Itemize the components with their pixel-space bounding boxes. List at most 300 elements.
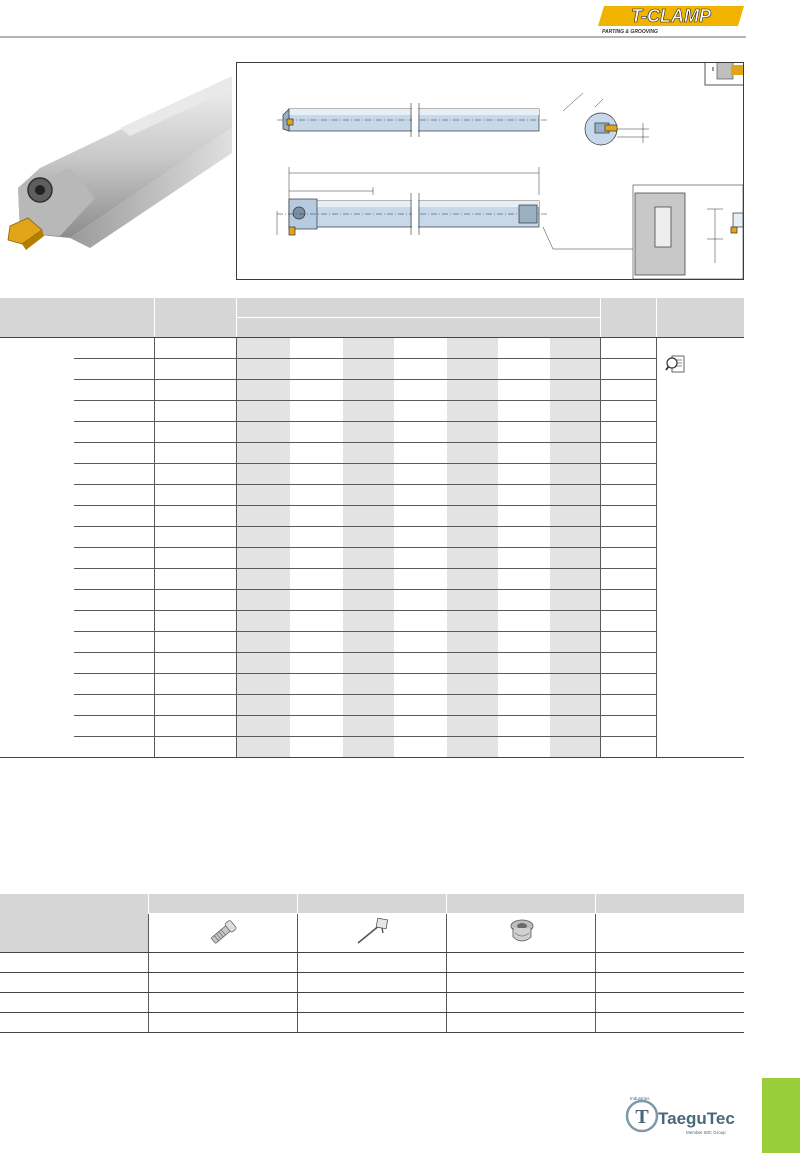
spec-cell bbox=[394, 527, 447, 548]
header-rule bbox=[0, 36, 746, 38]
spec-row-group bbox=[0, 737, 74, 758]
spec-cell bbox=[236, 674, 290, 695]
parts-cell bbox=[0, 1013, 148, 1033]
spec-cell bbox=[550, 338, 600, 359]
spec-cell bbox=[290, 443, 343, 464]
spec-cell bbox=[550, 695, 600, 716]
spec-row-code bbox=[154, 674, 236, 695]
spec-cell bbox=[447, 569, 498, 590]
spec-cell bbox=[343, 653, 394, 674]
parts-cell bbox=[0, 953, 148, 973]
spec-cell bbox=[550, 737, 600, 758]
spec-cell bbox=[600, 359, 656, 380]
spec-row-code bbox=[154, 716, 236, 737]
spec-cell bbox=[498, 443, 550, 464]
parts-cell bbox=[297, 973, 446, 993]
table-row bbox=[0, 632, 744, 653]
table-row bbox=[0, 993, 744, 1013]
spec-row-designation bbox=[74, 569, 154, 590]
spec-cell bbox=[290, 674, 343, 695]
spec-row-code bbox=[154, 632, 236, 653]
spec-row-code bbox=[154, 359, 236, 380]
spec-cell bbox=[236, 695, 290, 716]
spec-cell bbox=[498, 695, 550, 716]
table-row bbox=[0, 653, 744, 674]
parts-icon-cell-empty bbox=[595, 914, 744, 953]
spec-cell bbox=[550, 716, 600, 737]
table-row bbox=[0, 674, 744, 695]
bore-section-inset bbox=[633, 185, 743, 279]
spec-cell bbox=[394, 422, 447, 443]
header-dimensions-sub bbox=[236, 318, 600, 338]
spec-cell bbox=[343, 548, 394, 569]
spec-cell bbox=[498, 485, 550, 506]
coolant-plug-icon bbox=[504, 917, 538, 947]
spec-cell bbox=[290, 632, 343, 653]
spec-cell bbox=[447, 653, 498, 674]
spec-cell bbox=[343, 632, 394, 653]
spec-row-group bbox=[0, 485, 74, 506]
parts-icon-cell bbox=[297, 914, 446, 953]
spec-cell bbox=[343, 338, 394, 359]
bar-end-view bbox=[563, 93, 649, 145]
parts-cell bbox=[446, 993, 595, 1013]
section-side-tab[interactable] bbox=[762, 1078, 800, 1153]
spec-cell bbox=[394, 506, 447, 527]
spec-row-group bbox=[0, 338, 74, 359]
spec-row-designation bbox=[74, 590, 154, 611]
spec-cell bbox=[236, 380, 290, 401]
spec-row-code bbox=[154, 569, 236, 590]
spec-cell bbox=[550, 590, 600, 611]
spec-row-code bbox=[154, 506, 236, 527]
spec-cell bbox=[447, 338, 498, 359]
header-dimensions-group bbox=[236, 298, 600, 318]
spec-cell bbox=[447, 380, 498, 401]
spec-cell bbox=[290, 422, 343, 443]
insert-reference-cell bbox=[656, 338, 744, 758]
spec-cell bbox=[498, 674, 550, 695]
spec-row-code bbox=[154, 653, 236, 674]
spec-cell bbox=[394, 611, 447, 632]
spec-cell bbox=[447, 590, 498, 611]
parts-icon-cell bbox=[148, 914, 297, 953]
spec-cell bbox=[343, 674, 394, 695]
spec-cell bbox=[600, 548, 656, 569]
spec-row-group bbox=[0, 506, 74, 527]
spec-cell bbox=[550, 485, 600, 506]
table-row bbox=[0, 506, 744, 527]
spec-cell bbox=[600, 590, 656, 611]
spec-cell bbox=[600, 716, 656, 737]
spec-cell bbox=[550, 506, 600, 527]
spec-cell bbox=[236, 401, 290, 422]
spec-cell bbox=[498, 548, 550, 569]
spec-cell bbox=[498, 527, 550, 548]
spec-cell bbox=[290, 569, 343, 590]
table-row bbox=[0, 380, 744, 401]
spec-cell bbox=[394, 716, 447, 737]
spec-cell bbox=[498, 737, 550, 758]
spec-cell bbox=[343, 695, 394, 716]
spec-cell bbox=[498, 653, 550, 674]
spec-cell bbox=[600, 422, 656, 443]
spec-cell bbox=[290, 506, 343, 527]
table-row bbox=[0, 485, 744, 506]
table-row bbox=[0, 569, 744, 590]
spec-cell bbox=[236, 338, 290, 359]
parts-cell bbox=[148, 973, 297, 993]
spec-row-designation bbox=[74, 338, 154, 359]
insert-orientation-icon bbox=[705, 62, 744, 85]
spec-row-designation bbox=[74, 464, 154, 485]
spec-cell bbox=[290, 485, 343, 506]
spare-parts-table bbox=[0, 894, 744, 1033]
spec-cell bbox=[236, 506, 290, 527]
spec-cell bbox=[600, 737, 656, 758]
spec-cell bbox=[394, 380, 447, 401]
parts-cell bbox=[446, 973, 595, 993]
spec-cell bbox=[394, 695, 447, 716]
spec-cell bbox=[290, 527, 343, 548]
spec-cell bbox=[343, 380, 394, 401]
spec-row-group bbox=[0, 548, 74, 569]
spec-row-code bbox=[154, 464, 236, 485]
spec-cell bbox=[343, 590, 394, 611]
spec-cell bbox=[343, 359, 394, 380]
parts-cell bbox=[0, 973, 148, 993]
parts-cell bbox=[148, 1013, 297, 1033]
spec-row-group bbox=[0, 527, 74, 548]
spec-row-code bbox=[154, 737, 236, 758]
parts-icon-cell bbox=[446, 914, 595, 953]
spec-cell bbox=[550, 443, 600, 464]
spec-cell bbox=[290, 737, 343, 758]
spec-cell bbox=[290, 464, 343, 485]
table-row bbox=[0, 1013, 744, 1033]
spec-cell bbox=[290, 611, 343, 632]
logo-arc-text: Industries bbox=[630, 1096, 650, 1101]
spec-cell bbox=[290, 695, 343, 716]
spec-cell bbox=[290, 359, 343, 380]
spec-cell bbox=[498, 380, 550, 401]
parts-header-row bbox=[0, 894, 744, 914]
spec-cell bbox=[550, 422, 600, 443]
spec-cell bbox=[343, 443, 394, 464]
spec-row-designation bbox=[74, 359, 154, 380]
spec-cell bbox=[236, 485, 290, 506]
spec-cell bbox=[290, 653, 343, 674]
spec-cell bbox=[290, 338, 343, 359]
spec-cell bbox=[550, 569, 600, 590]
spec-cell bbox=[447, 422, 498, 443]
spec-cell bbox=[498, 716, 550, 737]
parts-header-plug bbox=[446, 894, 595, 914]
spec-cell bbox=[600, 485, 656, 506]
parts-cell bbox=[297, 993, 446, 1013]
parts-cell bbox=[446, 953, 595, 973]
spec-row-designation bbox=[74, 527, 154, 548]
spec-row-code bbox=[154, 611, 236, 632]
spec-cell bbox=[447, 506, 498, 527]
spec-cell bbox=[447, 464, 498, 485]
table-row bbox=[0, 611, 744, 632]
spec-row-group bbox=[0, 401, 74, 422]
spec-cell bbox=[394, 674, 447, 695]
spec-cell bbox=[343, 527, 394, 548]
spec-cell bbox=[343, 422, 394, 443]
spec-cell bbox=[236, 359, 290, 380]
header-column-weight bbox=[600, 298, 656, 338]
spec-cell bbox=[498, 401, 550, 422]
spec-cell bbox=[600, 443, 656, 464]
logo-sub-text: Member IMC Group bbox=[686, 1130, 726, 1135]
spec-cell bbox=[600, 653, 656, 674]
spec-row-code bbox=[154, 443, 236, 464]
spec-cell bbox=[600, 674, 656, 695]
spec-cell bbox=[343, 464, 394, 485]
spec-row-designation bbox=[74, 653, 154, 674]
table-row bbox=[0, 359, 744, 380]
bar-top-view bbox=[277, 103, 547, 137]
table-row bbox=[0, 338, 744, 359]
spec-cell bbox=[236, 590, 290, 611]
table-row bbox=[0, 973, 744, 993]
table-row bbox=[0, 953, 744, 973]
logo-tt-mark: T bbox=[635, 1106, 649, 1128]
spec-cell bbox=[394, 569, 447, 590]
spec-row-designation bbox=[74, 674, 154, 695]
table-row bbox=[0, 464, 744, 485]
boring-bar-photo bbox=[0, 58, 232, 280]
magnifier-document-icon[interactable] bbox=[665, 354, 687, 376]
spec-cell bbox=[343, 569, 394, 590]
parts-header-designation bbox=[0, 894, 148, 953]
spec-cell bbox=[394, 338, 447, 359]
spec-row-code bbox=[154, 590, 236, 611]
spec-cell bbox=[236, 527, 290, 548]
spec-cell bbox=[550, 527, 600, 548]
t-clamp-logo bbox=[596, 4, 746, 34]
spec-row-designation bbox=[74, 548, 154, 569]
table-row bbox=[0, 527, 744, 548]
spec-row-group bbox=[0, 611, 74, 632]
table-row bbox=[0, 737, 744, 758]
spec-cell bbox=[447, 737, 498, 758]
spec-cell bbox=[600, 380, 656, 401]
spec-row-designation bbox=[74, 443, 154, 464]
table-row bbox=[0, 716, 744, 737]
spec-row-designation bbox=[74, 422, 154, 443]
spec-cell bbox=[498, 422, 550, 443]
parts-cell bbox=[595, 1013, 744, 1033]
table-row bbox=[0, 401, 744, 422]
spec-cell bbox=[550, 401, 600, 422]
spec-cell bbox=[600, 569, 656, 590]
spec-cell bbox=[498, 569, 550, 590]
spec-cell bbox=[343, 611, 394, 632]
spec-cell bbox=[236, 422, 290, 443]
spec-row-designation bbox=[74, 611, 154, 632]
table-row bbox=[0, 695, 744, 716]
spec-row-group bbox=[0, 443, 74, 464]
spec-cell bbox=[498, 632, 550, 653]
spec-row-code bbox=[154, 401, 236, 422]
spec-cell bbox=[394, 485, 447, 506]
spec-cell bbox=[394, 443, 447, 464]
spec-cell bbox=[600, 464, 656, 485]
header-designation bbox=[0, 298, 154, 338]
spec-cell bbox=[600, 506, 656, 527]
spec-cell bbox=[447, 674, 498, 695]
spec-row-designation bbox=[74, 716, 154, 737]
spec-cell bbox=[498, 464, 550, 485]
spec-row-designation bbox=[74, 401, 154, 422]
spec-cell bbox=[394, 590, 447, 611]
logo-sub-text: PARTING & GROOVING bbox=[602, 29, 658, 34]
spec-row-group bbox=[0, 590, 74, 611]
spec-cell bbox=[236, 632, 290, 653]
spec-cell bbox=[447, 443, 498, 464]
spec-cell bbox=[236, 548, 290, 569]
spec-row-code bbox=[154, 527, 236, 548]
spec-cell bbox=[343, 401, 394, 422]
spec-cell bbox=[600, 695, 656, 716]
spec-row-designation bbox=[74, 695, 154, 716]
parts-header-key bbox=[297, 894, 446, 914]
spec-cell bbox=[343, 506, 394, 527]
table-row bbox=[0, 548, 744, 569]
spec-table-header-row bbox=[0, 298, 744, 318]
spec-cell bbox=[394, 401, 447, 422]
spec-cell bbox=[236, 653, 290, 674]
spec-row-group bbox=[0, 695, 74, 716]
spec-row-group bbox=[0, 359, 74, 380]
spec-cell bbox=[290, 548, 343, 569]
spec-cell bbox=[600, 632, 656, 653]
spec-cell bbox=[447, 548, 498, 569]
screw-icon bbox=[206, 919, 240, 945]
spec-cell bbox=[600, 401, 656, 422]
spec-cell bbox=[394, 632, 447, 653]
spec-row-code bbox=[154, 422, 236, 443]
spec-cell bbox=[236, 464, 290, 485]
spec-cell bbox=[236, 737, 290, 758]
spec-cell bbox=[447, 527, 498, 548]
parts-cell bbox=[446, 1013, 595, 1033]
parts-header-screw bbox=[148, 894, 297, 914]
table-row bbox=[0, 422, 744, 443]
spec-cell bbox=[550, 632, 600, 653]
spec-cell bbox=[290, 380, 343, 401]
spec-cell bbox=[447, 485, 498, 506]
spec-row-code bbox=[154, 485, 236, 506]
parts-cell bbox=[148, 953, 297, 973]
taegutec-logo bbox=[624, 1094, 742, 1138]
table-row bbox=[0, 443, 744, 464]
parts-cell bbox=[595, 973, 744, 993]
spec-row-group bbox=[0, 716, 74, 737]
parts-cell bbox=[148, 993, 297, 1013]
spec-row-designation bbox=[74, 380, 154, 401]
spec-cell bbox=[550, 464, 600, 485]
spec-cell bbox=[550, 674, 600, 695]
dimension-drawing-panel bbox=[236, 62, 744, 280]
spec-table bbox=[0, 298, 744, 758]
spec-cell bbox=[600, 338, 656, 359]
spec-cell bbox=[394, 653, 447, 674]
wrench-key-icon[interactable] bbox=[352, 917, 392, 947]
spec-cell bbox=[290, 590, 343, 611]
spec-row-group bbox=[0, 569, 74, 590]
spec-cell bbox=[600, 611, 656, 632]
spec-row-group bbox=[0, 380, 74, 401]
spec-row-code bbox=[154, 338, 236, 359]
spec-cell bbox=[447, 359, 498, 380]
spec-row-code bbox=[154, 695, 236, 716]
spec-cell bbox=[550, 548, 600, 569]
spec-row-group bbox=[0, 422, 74, 443]
spec-cell bbox=[343, 716, 394, 737]
spec-cell bbox=[394, 548, 447, 569]
spec-cell bbox=[550, 359, 600, 380]
table-row bbox=[0, 590, 744, 611]
spec-row-group bbox=[0, 653, 74, 674]
spec-row-designation bbox=[74, 737, 154, 758]
spec-cell bbox=[447, 716, 498, 737]
logo-name-text: TaeguTec bbox=[658, 1109, 735, 1128]
spec-cell bbox=[600, 527, 656, 548]
spec-cell bbox=[447, 611, 498, 632]
spec-row-group bbox=[0, 464, 74, 485]
spec-cell bbox=[236, 611, 290, 632]
spec-row-code bbox=[154, 548, 236, 569]
spec-row-code bbox=[154, 380, 236, 401]
spec-cell bbox=[343, 485, 394, 506]
bar-side-view bbox=[277, 167, 635, 249]
spec-cell bbox=[394, 737, 447, 758]
spec-cell bbox=[394, 359, 447, 380]
spec-cell bbox=[447, 632, 498, 653]
spec-cell bbox=[498, 590, 550, 611]
header-column-2 bbox=[154, 298, 236, 338]
spec-row-designation bbox=[74, 506, 154, 527]
spec-cell bbox=[290, 401, 343, 422]
spec-row-group bbox=[0, 674, 74, 695]
spec-cell bbox=[447, 401, 498, 422]
parts-cell bbox=[297, 953, 446, 973]
spec-cell bbox=[550, 653, 600, 674]
spec-cell bbox=[236, 443, 290, 464]
spec-row-designation bbox=[74, 632, 154, 653]
parts-header-extra bbox=[595, 894, 744, 914]
spec-cell bbox=[550, 380, 600, 401]
spec-cell bbox=[236, 716, 290, 737]
spec-row-group bbox=[0, 632, 74, 653]
spec-cell bbox=[236, 569, 290, 590]
spec-row-designation bbox=[74, 485, 154, 506]
spec-cell bbox=[290, 716, 343, 737]
spec-cell bbox=[498, 359, 550, 380]
spec-cell bbox=[498, 338, 550, 359]
logo-brand-text: T-CLAMP bbox=[631, 6, 711, 26]
parts-cell bbox=[0, 993, 148, 1013]
parts-cell bbox=[595, 953, 744, 973]
spec-cell bbox=[550, 611, 600, 632]
parts-cell bbox=[297, 1013, 446, 1033]
spec-cell bbox=[394, 464, 447, 485]
spec-cell bbox=[498, 611, 550, 632]
